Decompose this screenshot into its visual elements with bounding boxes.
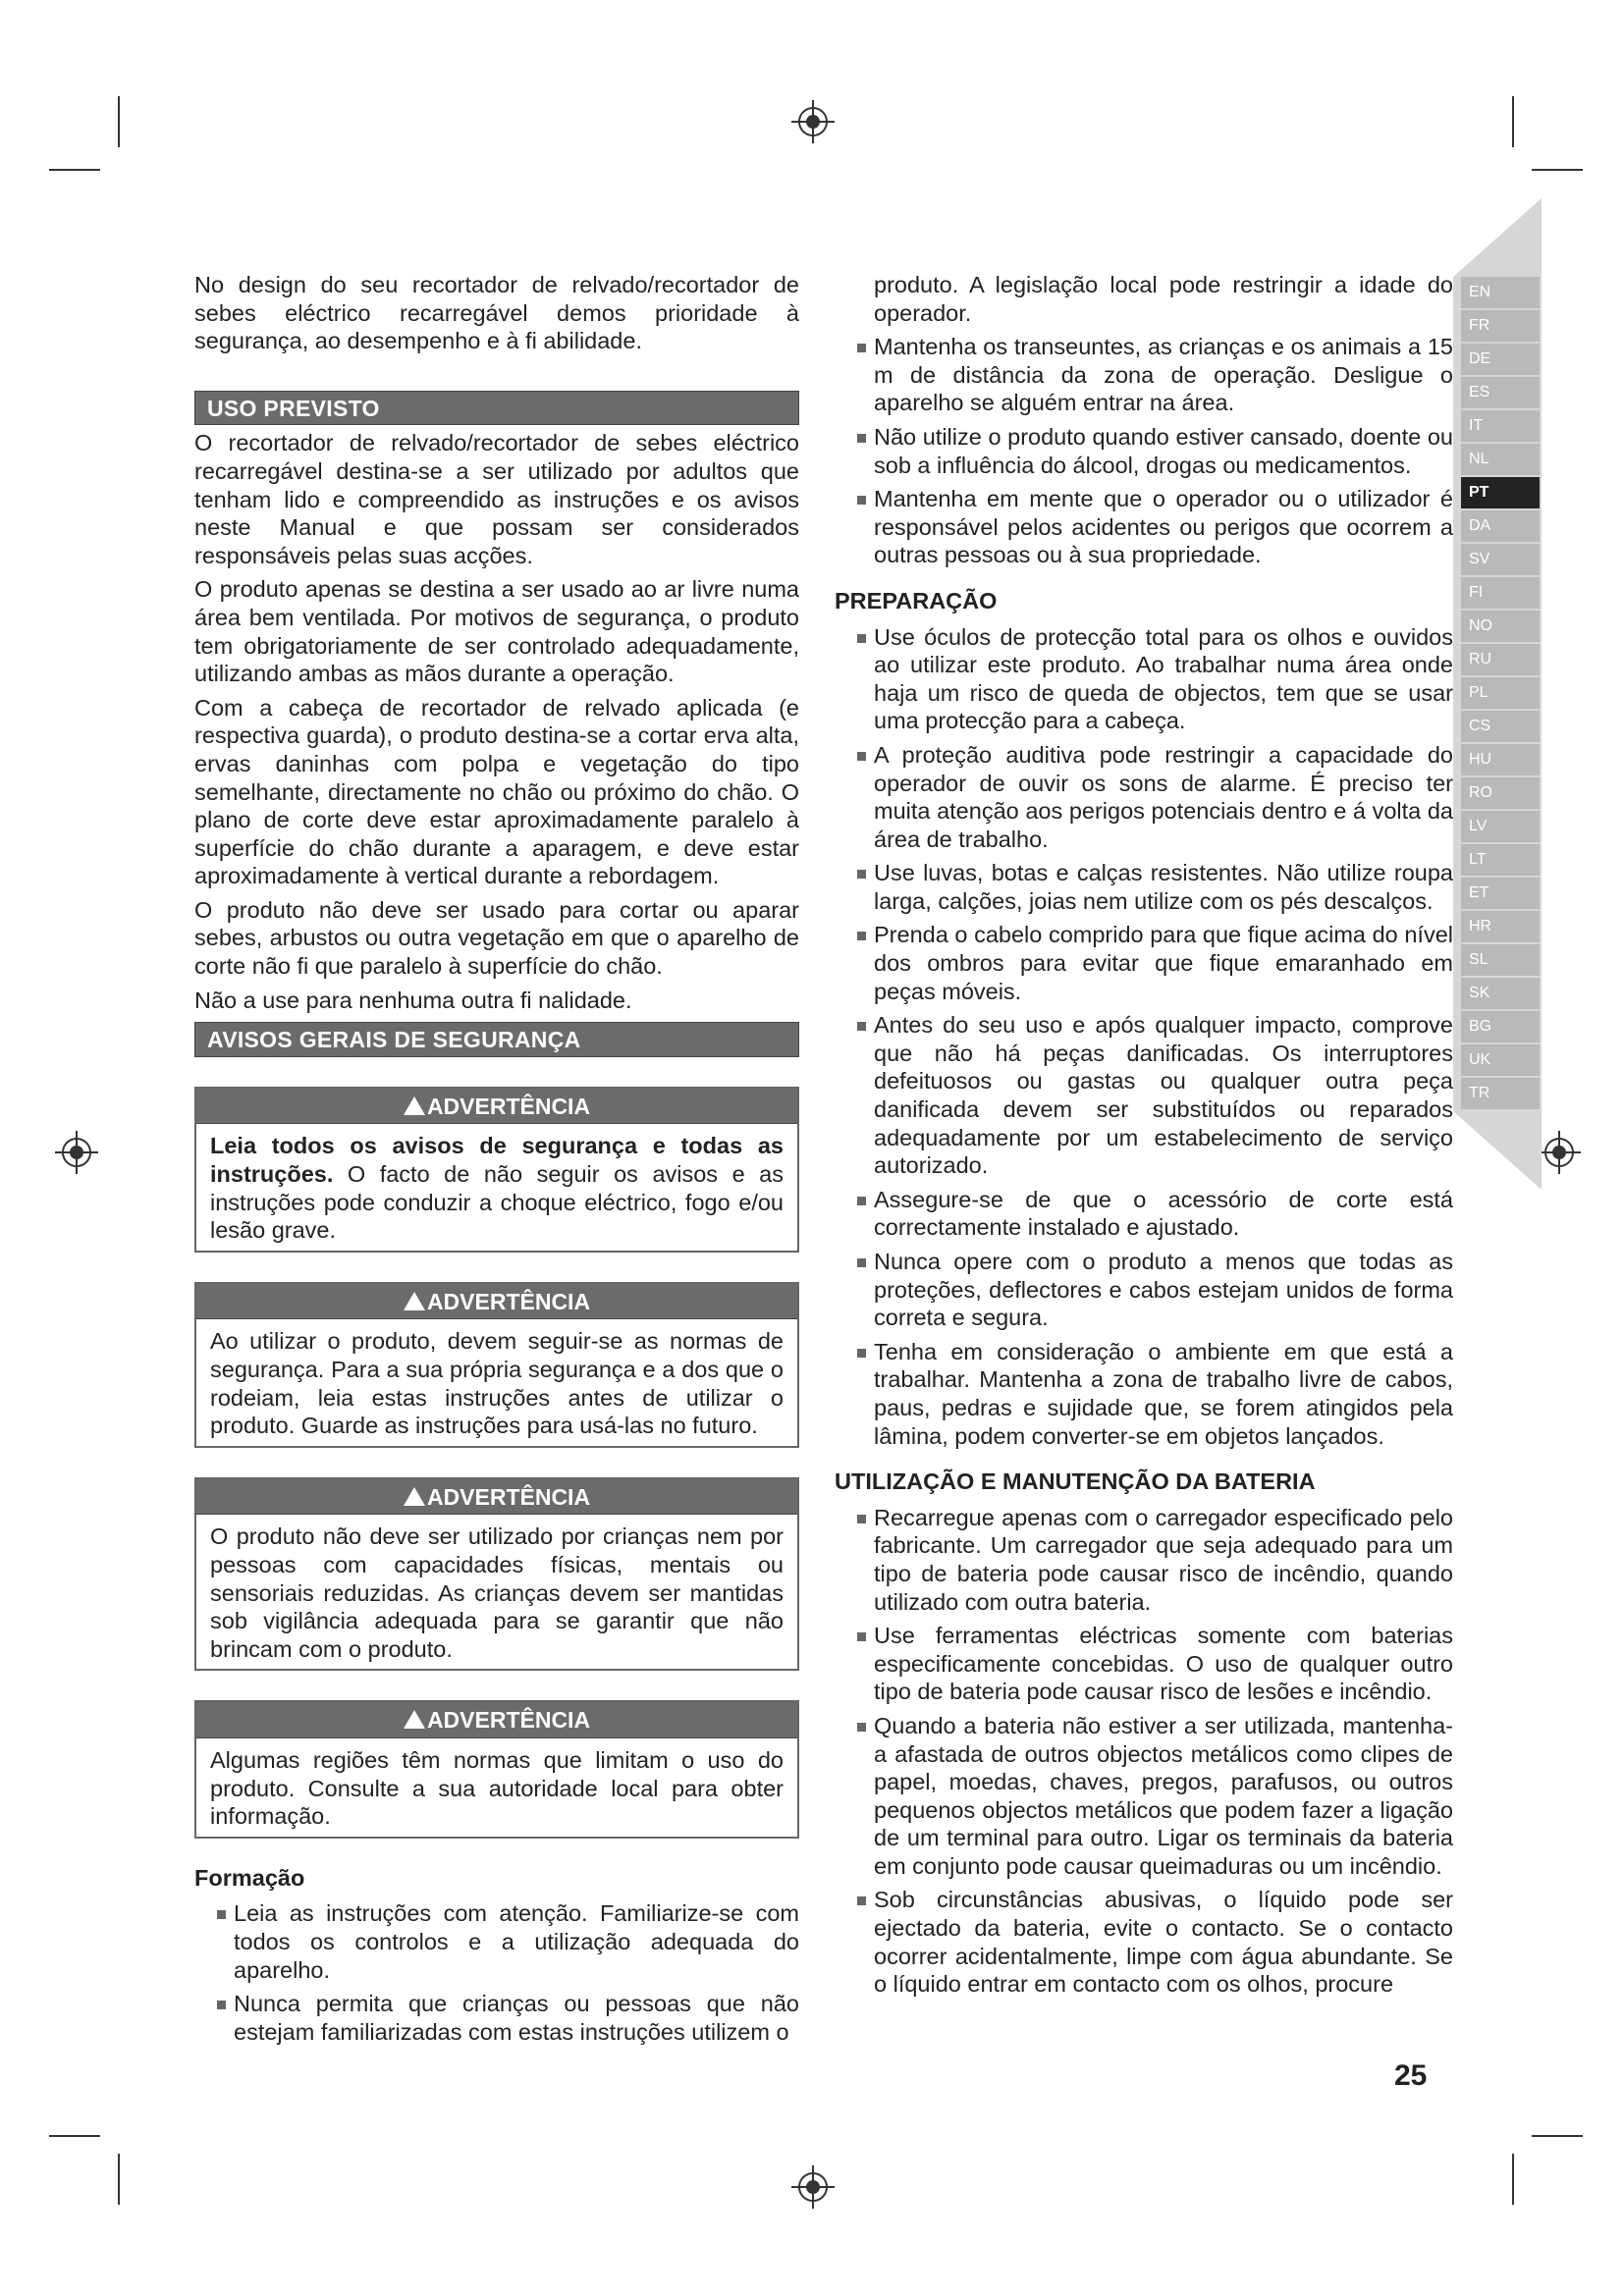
preparacao-list [835,623,1453,1451]
warning-title: ADVERTÊNCIA [426,1288,591,1314]
crop-mark [1512,2154,1514,2205]
language-tab-nl[interactable]: NL [1461,444,1540,475]
language-tab-ru[interactable]: RU [1461,644,1540,675]
language-tab-da[interactable]: DA [1461,510,1540,542]
language-tab-tr[interactable]: TR [1461,1078,1540,1109]
uso-previsto-paragraph: Não a use para nenhuma outra fi nalidade. [194,987,632,1013]
warning-header [196,1702,797,1738]
warning-triangle-icon [404,1710,425,1729]
language-tab-cs[interactable]: CS [1461,711,1540,742]
safety-list [835,333,1453,569]
crop-mark [1512,96,1514,147]
language-tab-fr[interactable]: FR [1461,310,1540,342]
right-column [835,271,1453,2004]
warning-header [196,1479,797,1516]
warning-title: ADVERTÊNCIA [426,1093,591,1119]
warning-triangle-icon [404,1292,425,1310]
language-tab-lt[interactable]: LT [1461,844,1540,876]
warning-body [196,1515,797,1669]
registration-mark-icon [791,100,835,143]
preparacao-heading: PREPARAÇÃO [835,587,998,614]
list-item: Nunca opere com o produto a menos que todas as proteções, deflectores e cabos estejam unidos de forma correta e segura. [835,1248,1453,1332]
warning-text: Algumas regiões têm normas que limitam o uso do produto. Consulte a sua autoridade local para obter informação. [210,1746,784,1830]
registration-mark-icon [791,2165,835,2209]
language-tab-no[interactable]: NO [1461,611,1540,642]
warning-body [196,1124,797,1250]
list-item: Quando a bateria não estiver a ser utilizada, mantenha-a afastada de outros objectos metálicos como clipes de papel, moedas, chaves, pregos, parafusos, ou outros pequenos objectos metálicos que podem fazer a ligação de um terminal para outro. Ligar os terminais da bateria em conjunto pode causar queimaduras ou um incêndio. [835,1712,1453,1881]
warning-body [196,1738,797,1837]
list-item: Não utilize o produto quando estiver cansado, doente ou sob a influência do álcool, drogas ou medicamentos. [835,423,1453,479]
list-item: Nunca permita que crianças ou pessoas que não estejam familiarizadas com estas instruções utilizem o [194,1990,799,2046]
list-item: Sob circunstâncias abusivas, o líquido pode ser ejectado da bateria, evite o contacto. Se o contacto ocorrer acidentalmente, limpe com água abundante. Se o líquido entrar em contacto com os olhos, procure [835,1886,1453,1998]
warning-triangle-icon [404,1096,425,1115]
registration-mark-icon [55,1131,98,1174]
crop-mark [118,96,120,147]
language-tab-de[interactable]: DE [1461,344,1540,375]
warning-box [194,1087,799,1253]
left-column [194,271,799,2052]
warning-text: O facto de não seguir os avisos e as instruções pode conduzir a choque eléctrico, fogo e/ou lesão grave. [210,1161,784,1244]
warning-text: Ao utilizar o produto, devem seguir-se as normas de segurança. Para a sua própria segurança e a dos que o rodeiam, leia estas instruções antes de utilizar o produto. Guarde as instruções para usá-las no futuro. [210,1328,784,1439]
bateria-heading: UTILIZAÇÃO E MANUTENÇÃO DA BATERIA [835,1468,1316,1495]
language-tab-sl[interactable]: SL [1461,944,1540,976]
language-tab-hu[interactable]: HU [1461,744,1540,775]
warning-header [196,1089,797,1125]
registration-mark-icon [1538,1131,1581,1174]
crop-mark [49,2135,100,2137]
language-tab-it[interactable]: IT [1461,410,1540,442]
bateria-list [835,1504,1453,1999]
uso-previsto-paragraph: O produto apenas se destina a ser usado ao ar livre numa área bem ventilada. Por motivos de segurança, o produto tem obrigatoriamente de ser controlado adequadamente, utilizando ambas as mãos durante a operação. [194,576,799,687]
warning-box [194,1700,799,1838]
language-tab-en[interactable]: EN [1461,277,1540,308]
list-item: Leia as instruções com atenção. Familiarize-se com todos os controlos e a utilização adequada do aparelho. [194,1899,799,1984]
warning-box [194,1282,799,1448]
language-tab-bg[interactable]: BG [1461,1011,1540,1042]
crop-mark [1532,2135,1583,2137]
warning-title: ADVERTÊNCIA [426,1707,591,1734]
list-item: Tenha em consideração o ambiente em que está a trabalhar. Mantenha a zona de trabalho livre de cabos, paus, pedras e sujidade que, se forem atingidos pela lâmina, podem converter-se em objetos lançados. [835,1338,1453,1450]
crop-mark [1532,169,1583,171]
language-tab-pl[interactable]: PL [1461,677,1540,709]
formacao-heading: Formação [194,1864,305,1891]
warning-text: O produto não deve ser utilizado por crianças nem por pessoas com capacidades físicas, mentais ou sensoriais reduzidas. As crianças devem ser mantidas sob vigilância adequada para se garantir que não brincam com o produto. [210,1523,784,1662]
warning-box [194,1477,799,1672]
list-item: Use luvas, botas e calças resistentes. Não utilize roupa larga, calções, joias nem utilize com os pés descalços. [835,859,1453,915]
formacao-list [194,1899,799,2046]
language-tab-sv[interactable]: SV [1461,544,1540,575]
language-tab-et[interactable]: ET [1461,878,1540,909]
list-item: A proteção auditiva pode restringir a capacidade do operador de ouvir os sons de alarme. É preciso ter muita atenção aos perigos potenciais dentro e á volta da área de trabalho. [835,741,1453,853]
warning-header [196,1284,797,1320]
warning-body [196,1319,797,1445]
warning-triangle-icon [404,1487,425,1506]
page-number: 25 [1394,2059,1428,2092]
list-item: Mantenha em mente que o operador ou o utilizador é responsável pelos acidentes ou perigos que ocorrem a outras pessoas ou à sua propriedade. [835,485,1453,569]
uso-previsto-heading: USO PREVISTO [194,391,799,426]
language-tabs [1461,277,1540,1111]
uso-previsto-paragraph: Com a cabeça de recortador de relvado aplicada (e respectiva guarda), o produto destina-se a cortar erva alta, ervas daninhas com polpa e vegetação do tipo semelhante, directamente no chão ou próximo do chão. O plano de corte deve estar aproximadamente paralelo à superfície do chão durante a aparagem, e deve estar aproximadamente à vertical durante a rebordagem. [194,694,799,889]
avisos-gerais-heading: AVISOS GERAIS DE SEGURANÇA [194,1022,799,1057]
list-item: Use óculos de protecção total para os olhos e ouvidos ao utilizar este produto. Ao trabalhar numa área onde haja um risco de queda de objectos, tem que se usar uma protecção para a cabeça. [835,623,1453,735]
uso-previsto-paragraph: O recortador de relvado/recortador de sebes eléctrico recarregável destina-se a ser utilizado por adultos que tenham lido e compreendido as instruções e os avisos neste Manual e que possam ser considerados responsáveis pelas suas acções. [194,430,799,568]
list-item: Prenda o cabelo comprido para que fique acima do nível dos ombros para evitar que fique emaranhado em peças móveis. [835,921,1453,1005]
list-item: Assegure-se de que o acessório de corte está correctamente instalado e ajustado. [835,1186,1453,1242]
language-tab-uk[interactable]: UK [1461,1044,1540,1076]
list-item: Use ferramentas eléctricas somente com baterias especificamente concebidas. O uso de qualquer outro tipo de bateria pode causar risco de lesões e incêndio. [835,1622,1453,1706]
crop-mark [49,169,100,171]
language-tab-pt[interactable]: PT [1461,477,1540,508]
warning-title: ADVERTÊNCIA [426,1483,591,1510]
warning-lead: Leia todos os avisos de segurança e todas as instruções. [210,1133,784,1188]
list-item: Antes do seu uso e após qualquer impacto, comprove que não há peças danificadas. Os interruptores defeituosos ou gastas ou qualquer outra peça danificada devem ser substituídos ou reparados adequadamente por um estabelecimento de serviço autorizado. [835,1011,1453,1180]
language-tab-es[interactable]: ES [1461,377,1540,408]
language-tab-lv[interactable]: LV [1461,811,1540,842]
crop-mark [118,2154,120,2205]
language-tab-hr[interactable]: HR [1461,911,1540,942]
language-tab-sk[interactable]: SK [1461,978,1540,1009]
language-tab-fi[interactable]: FI [1461,577,1540,609]
uso-previsto-paragraph: O produto não deve ser usado para cortar ou aparar sebes, arbustos ou outra vegetação em que o aparelho de corte não fi que paralelo à superfície do chão. [194,896,799,980]
intro-paragraph: No design do seu recortador de relvado/recortador de sebes eléctrico recarregável demos prioridade à segurança, ao desempenho e à fi abilidade. [194,272,799,354]
list-item: Mantenha os transeuntes, as crianças e os animais a 15 m de distância da zona de operação. Desligue o aparelho se alguém entrar na área. [835,333,1453,417]
language-tab-ro[interactable]: RO [1461,777,1540,809]
continuation-paragraph: produto. A legislação local pode restringir a idade do operador. [874,272,1453,326]
list-item: Recarregue apenas com o carregador especificado pelo fabricante. Um carregador que seja adequado para um tipo de bateria pode causar risco de incêndio, quando utilizado com outra bateria. [835,1504,1453,1616]
